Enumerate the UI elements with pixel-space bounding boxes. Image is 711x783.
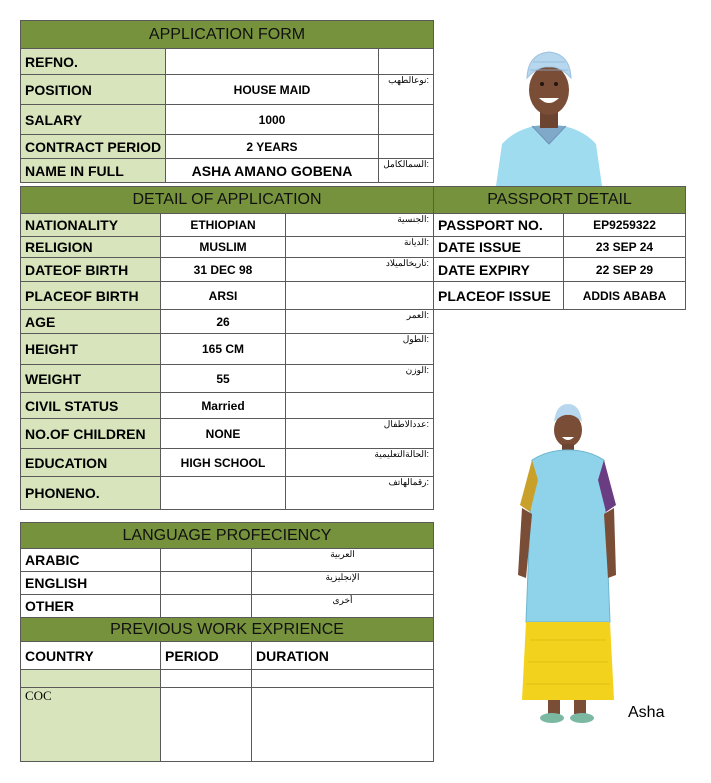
children-label: NO.OF CHILDREN bbox=[21, 419, 161, 449]
english-language-arabic: الإنجليزية bbox=[252, 572, 434, 595]
name-arabic: :السمالكامل bbox=[379, 159, 434, 183]
work-title: PREVIOUS WORK EXPRIENCE bbox=[21, 618, 434, 642]
passport-no-value: EP9259322 bbox=[564, 214, 686, 237]
arabic-language-arabic: العربية bbox=[252, 549, 434, 572]
dob-arabic: :تاريخالميلاد bbox=[286, 258, 434, 282]
height-arabic: :الطول bbox=[286, 334, 434, 365]
work-table bbox=[20, 617, 434, 762]
salary-value: 1000 bbox=[166, 105, 379, 135]
weight-value: 55 bbox=[161, 365, 286, 393]
period-header: PERIOD bbox=[161, 642, 252, 670]
refno-label: REFNO. bbox=[21, 49, 166, 75]
name-label: NAME IN FULL bbox=[21, 159, 166, 183]
detail-title: DETAIL OF APPLICATION bbox=[21, 187, 434, 214]
nationality-arabic: :الجنسية bbox=[286, 214, 434, 237]
english-language-label: ENGLISH bbox=[21, 572, 161, 595]
pob-label: PLACEOF BIRTH bbox=[21, 282, 161, 310]
education-arabic: :الحالةالتعليمية bbox=[286, 449, 434, 477]
phone-arabic: :رقمالهاتف bbox=[286, 477, 434, 510]
duration-header: DURATION bbox=[252, 642, 434, 670]
weight-label: WEIGHT bbox=[21, 365, 161, 393]
passport-title: PASSPORT DETAIL bbox=[434, 187, 686, 214]
other-language-arabic: أخرى bbox=[252, 595, 434, 618]
civil-status-value: Married bbox=[161, 393, 286, 419]
pob-arabic bbox=[286, 282, 434, 310]
date-issue-label: DATE ISSUE bbox=[434, 237, 564, 258]
children-arabic: :عددالاطفال bbox=[286, 419, 434, 449]
nationality-label: NATIONALITY bbox=[21, 214, 161, 237]
position-arabic: :نوعالطهب bbox=[379, 75, 434, 105]
application-form-title: APPLICATION FORM bbox=[21, 21, 434, 49]
application-form-table bbox=[20, 20, 434, 183]
portrait-photo bbox=[488, 40, 610, 186]
language-title: LANGUAGE PROFECIENCY bbox=[21, 523, 434, 549]
detail-table bbox=[20, 186, 434, 510]
age-arabic: :العمر bbox=[286, 310, 434, 334]
position-label: POSITION bbox=[21, 75, 166, 105]
place-issue-label: PLACEOF ISSUE bbox=[434, 282, 564, 310]
name-value: ASHA AMANO GOBENA bbox=[166, 159, 379, 183]
date-expiry-label: DATE EXPIRY bbox=[434, 258, 564, 282]
education-label: EDUCATION bbox=[21, 449, 161, 477]
salary-label: SALARY bbox=[21, 105, 166, 135]
age-label: AGE bbox=[21, 310, 161, 334]
children-value: NONE bbox=[161, 419, 286, 449]
photo-caption: Asha bbox=[628, 704, 665, 721]
contract-label: CONTRACT PERIOD bbox=[21, 135, 166, 159]
phone-value bbox=[161, 477, 286, 510]
language-table bbox=[20, 522, 434, 618]
refno-value bbox=[166, 49, 379, 75]
dob-value: 31 DEC 98 bbox=[161, 258, 286, 282]
passport-no-label: PASSPORT NO. bbox=[434, 214, 564, 237]
civil-status-label: CIVIL STATUS bbox=[21, 393, 161, 419]
education-value: HIGH SCHOOL bbox=[161, 449, 286, 477]
religion-value: MUSLIM bbox=[161, 237, 286, 258]
weight-arabic: :الوزن bbox=[286, 365, 434, 393]
passport-table bbox=[433, 186, 686, 310]
arabic-language-label: ARABIC bbox=[21, 549, 161, 572]
full-body-photo bbox=[510, 400, 620, 730]
pob-value: ARSI bbox=[161, 282, 286, 310]
religion-arabic: :الديانة bbox=[286, 237, 434, 258]
civil-status-arabic bbox=[286, 393, 434, 419]
age-value: 26 bbox=[161, 310, 286, 334]
date-expiry-value: 22 SEP 29 bbox=[564, 258, 686, 282]
dob-label: DATEOF BIRTH bbox=[21, 258, 161, 282]
place-issue-value: ADDIS ABABA bbox=[564, 282, 686, 310]
height-value: 165 CM bbox=[161, 334, 286, 365]
country-header: COUNTRY bbox=[21, 642, 161, 670]
position-value: HOUSE MAID bbox=[166, 75, 379, 105]
phone-label: PHONENO. bbox=[21, 477, 161, 510]
height-label: HEIGHT bbox=[21, 334, 161, 365]
other-language-label: OTHER bbox=[21, 595, 161, 618]
religion-label: RELIGION bbox=[21, 237, 161, 258]
date-issue-value: 23 SEP 24 bbox=[564, 237, 686, 258]
contract-value: 2 YEARS bbox=[166, 135, 379, 159]
coc-label: COC bbox=[21, 688, 161, 762]
nationality-value: ETHIOPIAN bbox=[161, 214, 286, 237]
